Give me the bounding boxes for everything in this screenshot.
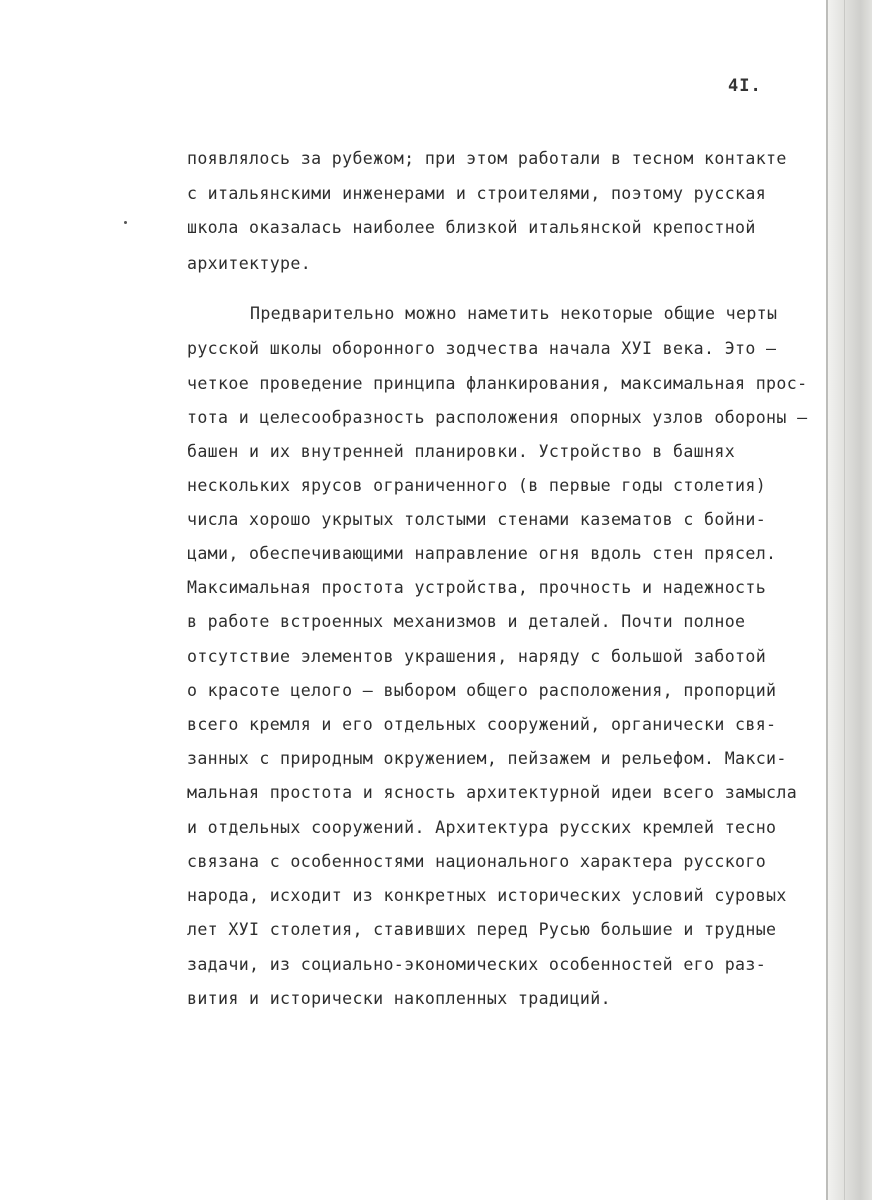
paper-edge [826,0,872,1200]
text-line: цами, обеспечивающими направление огня вдоль стен прясел. [187,544,777,563]
text-line: русской школы оборонного зодчества начала ХУI века. Это – [187,339,777,358]
text-line: школа оказалась наиболее близкой итальянской крепостной [187,218,756,237]
text-line: всего кремля и его отдельных сооружений, органически свя- [187,715,777,734]
text-line: лет ХУI столетия, ставивших перед Русью большие и трудные [187,920,777,939]
text-line: нескольких ярусов ограниченного (в первые годы столетия) [187,476,767,495]
text-line: вития и исторически накопленных традиций. [187,989,611,1008]
page-number: 4I. [728,76,762,96]
text-line: задачи, из социально-экономических особенностей его раз- [187,955,767,974]
text-line: связана с особенностями национального характера русского [187,852,767,871]
text-line: и отдельных сооружений. Архитектура русских кремлей тесно [187,818,777,837]
text-line: отсутствие элементов украшения, наряду с большой заботой [187,647,767,666]
text-line: тота и целесообразность расположения опорных узлов обороны – [187,408,808,427]
text-line: числа хорошо укрытых толстыми стенами казематов с бойни- [187,510,767,529]
text-line: четкое проведение принципа фланкирования, максимальная прос- [187,374,808,393]
text-line: Предварительно можно наметить некоторые общие черты [250,304,778,323]
text-line: башен и их внутренней планировки. Устройство в башнях [187,442,736,461]
stray-ink-mark [124,221,127,224]
text-line: о красоте целого – выбором общего расположения, пропорций [187,681,777,700]
text-line: архитектуре. [187,254,312,273]
text-line: народа, исходит из конкретных исторических условий суровых [187,886,787,905]
text-line: в работе встроенных механизмов и деталей. Почти полное [187,612,746,631]
text-line: Максимальная простота устройства, прочность и надежность [187,578,767,597]
text-line: появлялось за рубежом; при этом работали в тесном контакте [187,149,787,168]
text-line: мальная простота и ясность архитектурной идеи всего замысла [187,783,798,802]
text-line: с итальянскими инженерами и строителями, поэтому русская [187,184,767,203]
text-line: занных с природным окружением, пейзажем и рельефом. Макси- [187,749,787,768]
